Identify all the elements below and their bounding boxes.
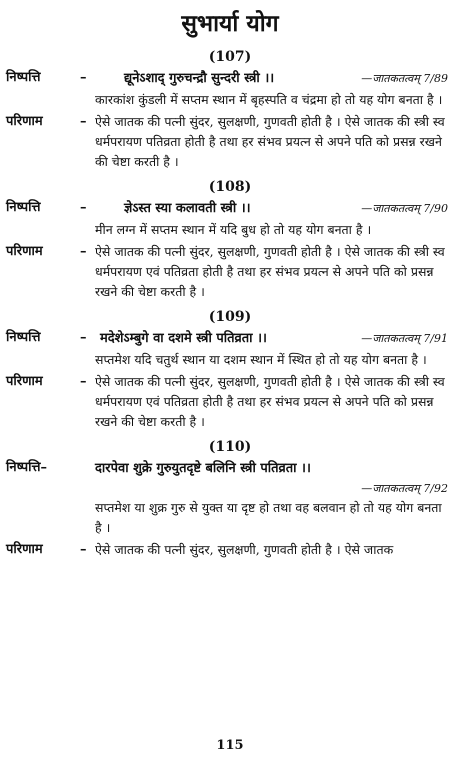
verse-row bbox=[0, 458, 460, 480]
dash: – bbox=[80, 374, 87, 389]
section-number: (108) bbox=[208, 179, 252, 195]
verse-row bbox=[0, 198, 460, 220]
verse-source: —जातकतत्वम् 7/91 bbox=[361, 332, 448, 345]
section-number: (107) bbox=[208, 49, 252, 65]
page-number: 115 bbox=[216, 738, 244, 753]
verse-row bbox=[0, 328, 460, 350]
sanskrit-verse: मदेशेऽम्बुगे वा दशमे स्त्री पतिव्रता ।। bbox=[100, 331, 267, 346]
verse-source: —जातकतत्वम् 7/90 bbox=[361, 202, 448, 215]
parinam-label: परिणाम bbox=[6, 542, 43, 557]
verse-source: —जातकतत्वम् 7/89 bbox=[361, 72, 448, 85]
nishpatti-label: निष्पत्ति– bbox=[6, 460, 48, 475]
yoga-section-108 bbox=[0, 178, 460, 302]
nishpatti-label: निष्पत्ति bbox=[6, 70, 41, 85]
nishpatti-text: सप्तमेश यदि चतुर्थ स्थान या दशम स्थान में स्थित हो तो यह योग बनता है । bbox=[95, 352, 427, 367]
dash: – bbox=[80, 542, 87, 557]
dash: – bbox=[80, 70, 87, 85]
section-number: (109) bbox=[208, 309, 252, 325]
dash: – bbox=[80, 114, 87, 129]
sanskrit-verse: द्यूनेऽशाद् गुरुचन्द्रौ सुन्दरी स्त्री ।। bbox=[124, 71, 275, 86]
yoga-section-109 bbox=[0, 308, 460, 432]
dash: – bbox=[80, 200, 87, 215]
nishpatti-text: मीन लग्न में सप्तम स्थान में यदि बुध हो तो यह योग बनता है । bbox=[95, 222, 372, 237]
yoga-section-107 bbox=[0, 48, 460, 172]
verse-source: —जातकतत्वम् 7/92 bbox=[361, 482, 448, 495]
parinam-label: परिणाम bbox=[6, 374, 43, 389]
page-title: सुभार्या योग bbox=[181, 10, 279, 37]
parinam-text: ऐसे जातक की पत्नी सुंदर, सुलक्षणी, गुणवती होती है । ऐसे जातक की स्त्री स्व धर्मपरायण एवं पतिव्रता होती है तथा हर संभव प्रयत्न से अपने पति को प्रसन्न रखने की चेष्टा करती है । bbox=[95, 244, 445, 299]
parinam-label: परिणाम bbox=[6, 244, 43, 259]
sanskrit-verse: दारपेवा शुक्रे गुरुयुतदृष्टे बलिनि स्त्री पतिव्रता ।। bbox=[95, 461, 311, 476]
parinam-label: परिणाम bbox=[6, 114, 43, 129]
nishpatti-label: निष्पत्ति bbox=[6, 200, 41, 215]
dash: – bbox=[80, 244, 87, 259]
nishpatti-label: निष्पत्ति bbox=[6, 330, 41, 345]
verse-row bbox=[0, 68, 460, 90]
section-number: (110) bbox=[208, 439, 252, 455]
parinam-text: ऐसे जातक की पत्नी सुंदर, सुलक्षणी, गुणवती होती है । ऐसे जातक की स्त्री स्व धर्मपरायण एवं पतिव्रता होती है तथा हर संभव प्रयत्न से अपने पति को प्रसन्न रखने की चेष्टा करती है । bbox=[95, 374, 445, 429]
parinam-text: ऐसे जातक की पत्नी सुंदर, सुलक्षणी, गुणवती होती है । ऐसे जातक की स्त्री स्व धर्मपरायण पतिव्रता होती है तथा हर संभव प्रयत्न से अपने पति को प्रसन्न रखने की चेष्टा करती है । bbox=[95, 114, 445, 169]
nishpatti-text: कारकांश कुंडली में सप्तम स्थान में बृहस्पति व चंद्रमा हो तो यह योग बनता है । bbox=[95, 92, 443, 107]
parinam-text: ऐसे जातक की पत्नी सुंदर, सुलक्षणी, गुणवती होती है । ऐसे जातक bbox=[95, 542, 394, 557]
sanskrit-verse: ज्ञेऽस्त स्या कलावती स्त्री ।। bbox=[124, 201, 251, 216]
nishpatti-text: सप्तमेश या शुक्र गुरु से युक्त या दृष्ट हो तथा वह बलवान हो तो यह योग बनता है । bbox=[95, 500, 442, 535]
yoga-section-110 bbox=[0, 438, 460, 560]
dash: – bbox=[80, 330, 87, 345]
